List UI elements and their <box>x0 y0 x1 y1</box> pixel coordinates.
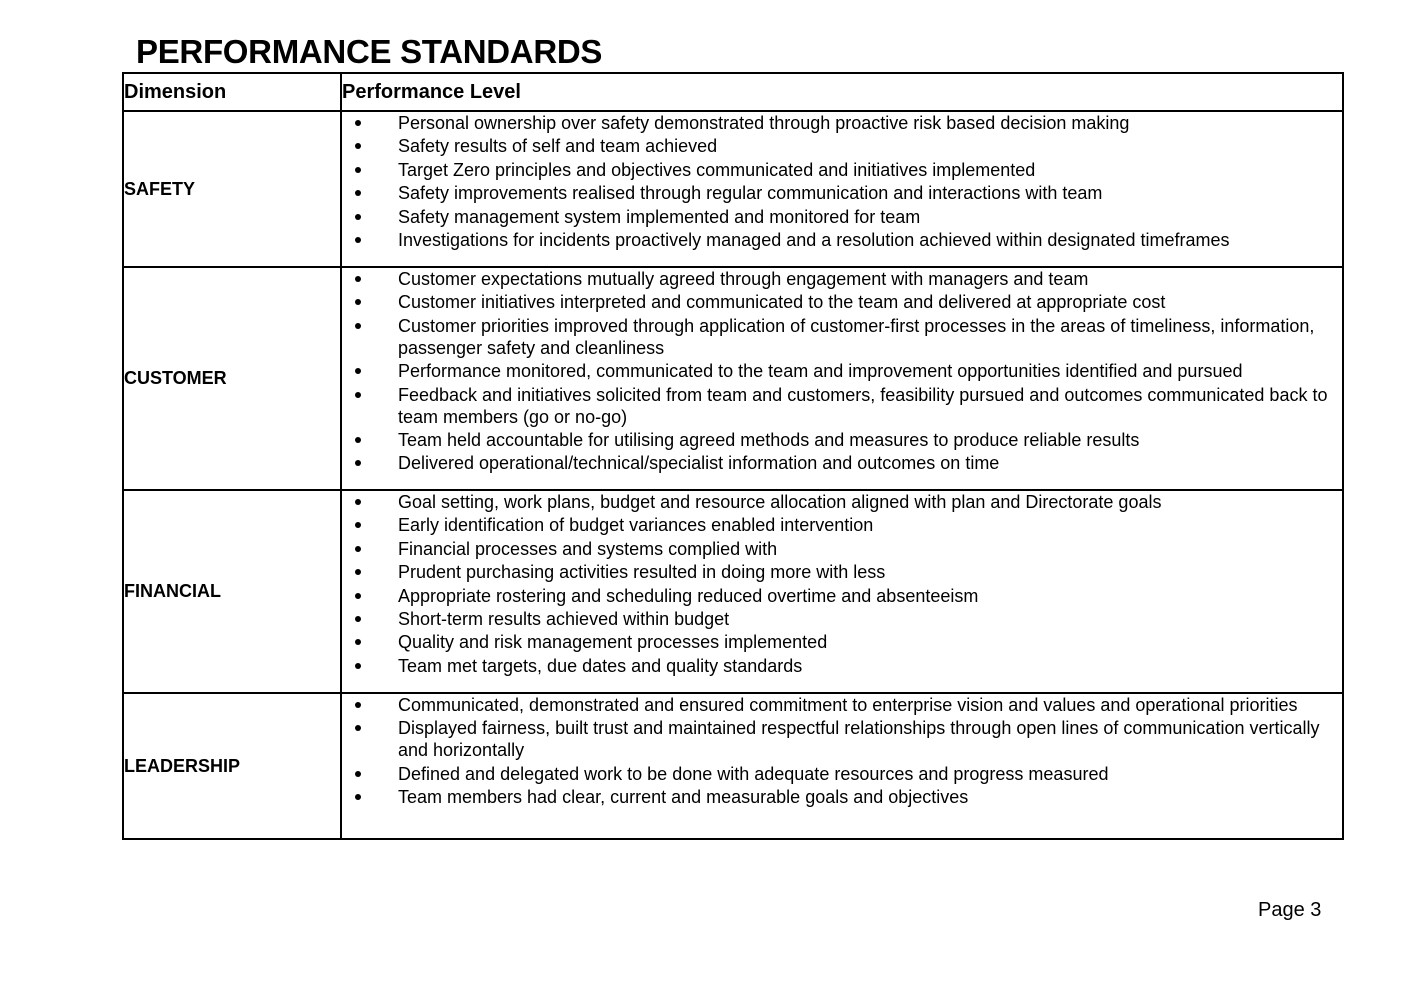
list-item-text: Customer initiatives interpreted and communicated to the team and delivered at appropriate cost <box>398 292 1166 313</box>
bullet-icon <box>355 771 361 777</box>
bullet-icon <box>355 702 361 708</box>
bullet-icon <box>355 499 361 505</box>
bullet-icon <box>355 725 361 731</box>
bullet-icon <box>355 522 361 528</box>
list-item-text: Safety improvements realised through regular communication and interactions with team <box>398 183 1103 204</box>
list-item <box>342 538 1342 560</box>
bullet-icon <box>355 460 361 466</box>
list-item <box>342 452 1342 474</box>
bullet-icon <box>355 663 361 669</box>
list-item-text: Early identification of budget variances enabled intervention <box>398 515 874 536</box>
list-item <box>342 585 1342 607</box>
list-item <box>342 360 1342 382</box>
bullet-icon <box>355 546 361 552</box>
table-header-row <box>123 73 1343 111</box>
dimension-label: LEADERSHIP <box>123 693 341 839</box>
list-item <box>342 491 1342 513</box>
list-item-text: Safety results of self and team achieved <box>398 136 718 157</box>
list-item-text: Performance monitored, communicated to the team and improvement opportunities identified and pursued <box>398 361 1243 382</box>
list-item <box>342 561 1342 583</box>
dimension-label: SAFETY <box>123 111 341 267</box>
column-header-performance-level: Performance Level <box>341 73 1343 111</box>
list-item-text: Prudent purchasing activities resulted in doing more with less <box>398 562 886 583</box>
dimension-label: CUSTOMER <box>123 267 341 490</box>
table-row-financial <box>123 490 1343 693</box>
performance-level-cell <box>341 693 1343 839</box>
list-item <box>342 717 1342 761</box>
list-item <box>342 384 1342 428</box>
performance-standards-table <box>122 72 1344 840</box>
performance-level-cell <box>341 267 1343 490</box>
bullet-list <box>342 491 1342 677</box>
list-item-text: Displayed fairness, built trust and maintained respectful relationships through open lines of communication vertically and horizontally <box>398 718 1320 761</box>
bullet-icon <box>355 143 361 149</box>
bullet-list <box>342 694 1342 808</box>
bullet-icon <box>355 190 361 196</box>
list-item <box>342 429 1342 451</box>
list-item-text: Short-term results achieved within budget <box>398 608 730 629</box>
list-item-text: Target Zero principles and objectives communicated and initiatives implemented <box>398 159 1036 180</box>
table-row-customer <box>123 267 1343 490</box>
bullet-icon <box>355 214 361 220</box>
table-row-safety <box>123 111 1343 267</box>
bullet-icon <box>355 167 361 173</box>
list-item <box>342 268 1342 290</box>
list-item-text: Personal ownership over safety demonstrated through proactive risk based decision making <box>398 113 1130 133</box>
list-item-text: Delivered operational/technical/specialist information and outcomes on time <box>398 453 1000 474</box>
list-item <box>342 786 1342 808</box>
list-item <box>342 159 1342 181</box>
bullet-icon <box>355 368 361 374</box>
page-title: PERFORMANCE STANDARDS <box>136 33 603 70</box>
list-item <box>342 655 1342 677</box>
column-header-dimension: Dimension <box>123 73 341 111</box>
list-item <box>342 291 1342 313</box>
bullet-icon <box>355 392 361 398</box>
list-item <box>342 694 1342 716</box>
list-item <box>342 182 1342 204</box>
bullet-icon <box>355 237 361 243</box>
bullet-icon <box>355 616 361 622</box>
list-item-text: Team held accountable for utilising agreed methods and measures to produce reliable results <box>398 429 1140 450</box>
bullet-icon <box>355 794 361 800</box>
list-item-text: Team members had clear, current and measurable goals and objectives <box>398 787 969 808</box>
bullet-icon <box>355 120 361 126</box>
dimension-label: FINANCIAL <box>123 490 341 693</box>
list-item-text: Appropriate rostering and scheduling reduced overtime and absenteeism <box>398 585 979 606</box>
list-item <box>342 229 1342 251</box>
list-item-text: Communicated, demonstrated and ensured commitment to enterprise vision and values and operational priorities <box>398 695 1298 715</box>
list-item <box>342 206 1342 228</box>
list-item <box>342 112 1342 134</box>
bullet-icon <box>355 437 361 443</box>
list-item-text: Feedback and initiatives solicited from team and customers, feasibility pursued and outcomes communicated back to team members (go or no-go) <box>398 384 1328 427</box>
list-item-text: Defined and delegated work to be done with adequate resources and progress measured <box>398 763 1109 784</box>
list-item <box>342 631 1342 653</box>
list-item-text: Safety management system implemented and monitored for team <box>398 206 921 227</box>
bullet-list <box>342 268 1342 474</box>
bullet-list <box>342 112 1342 251</box>
table-row-leadership <box>123 693 1343 839</box>
bullet-icon <box>355 323 361 329</box>
list-item <box>342 763 1342 785</box>
performance-level-cell <box>341 111 1343 267</box>
page-number: Page 3 <box>1258 899 1322 921</box>
list-item <box>342 135 1342 157</box>
list-item <box>342 315 1342 359</box>
bullet-icon <box>355 299 361 305</box>
list-item-text: Customer expectations mutually agreed through engagement with managers and team <box>398 269 1089 289</box>
bullet-icon <box>355 593 361 599</box>
list-item-text: Goal setting, work plans, budget and resource allocation aligned with plan and Directorate goals <box>398 492 1162 512</box>
list-item-text: Quality and risk management processes implemented <box>398 632 828 653</box>
bullet-icon <box>355 639 361 645</box>
list-item-text: Customer priorities improved through application of customer-first processes in the areas of timeliness, information, passenger safety and cleanliness <box>398 315 1315 358</box>
performance-level-cell <box>341 490 1343 693</box>
list-item <box>342 608 1342 630</box>
list-item <box>342 514 1342 536</box>
bullet-icon <box>355 569 361 575</box>
bullet-icon <box>355 276 361 282</box>
list-item-text: Financial processes and systems complied with <box>398 538 778 559</box>
list-item-text: Investigations for incidents proactively managed and a resolution achieved within designated timeframes <box>398 229 1230 250</box>
list-item-text: Team met targets, due dates and quality standards <box>398 655 803 676</box>
